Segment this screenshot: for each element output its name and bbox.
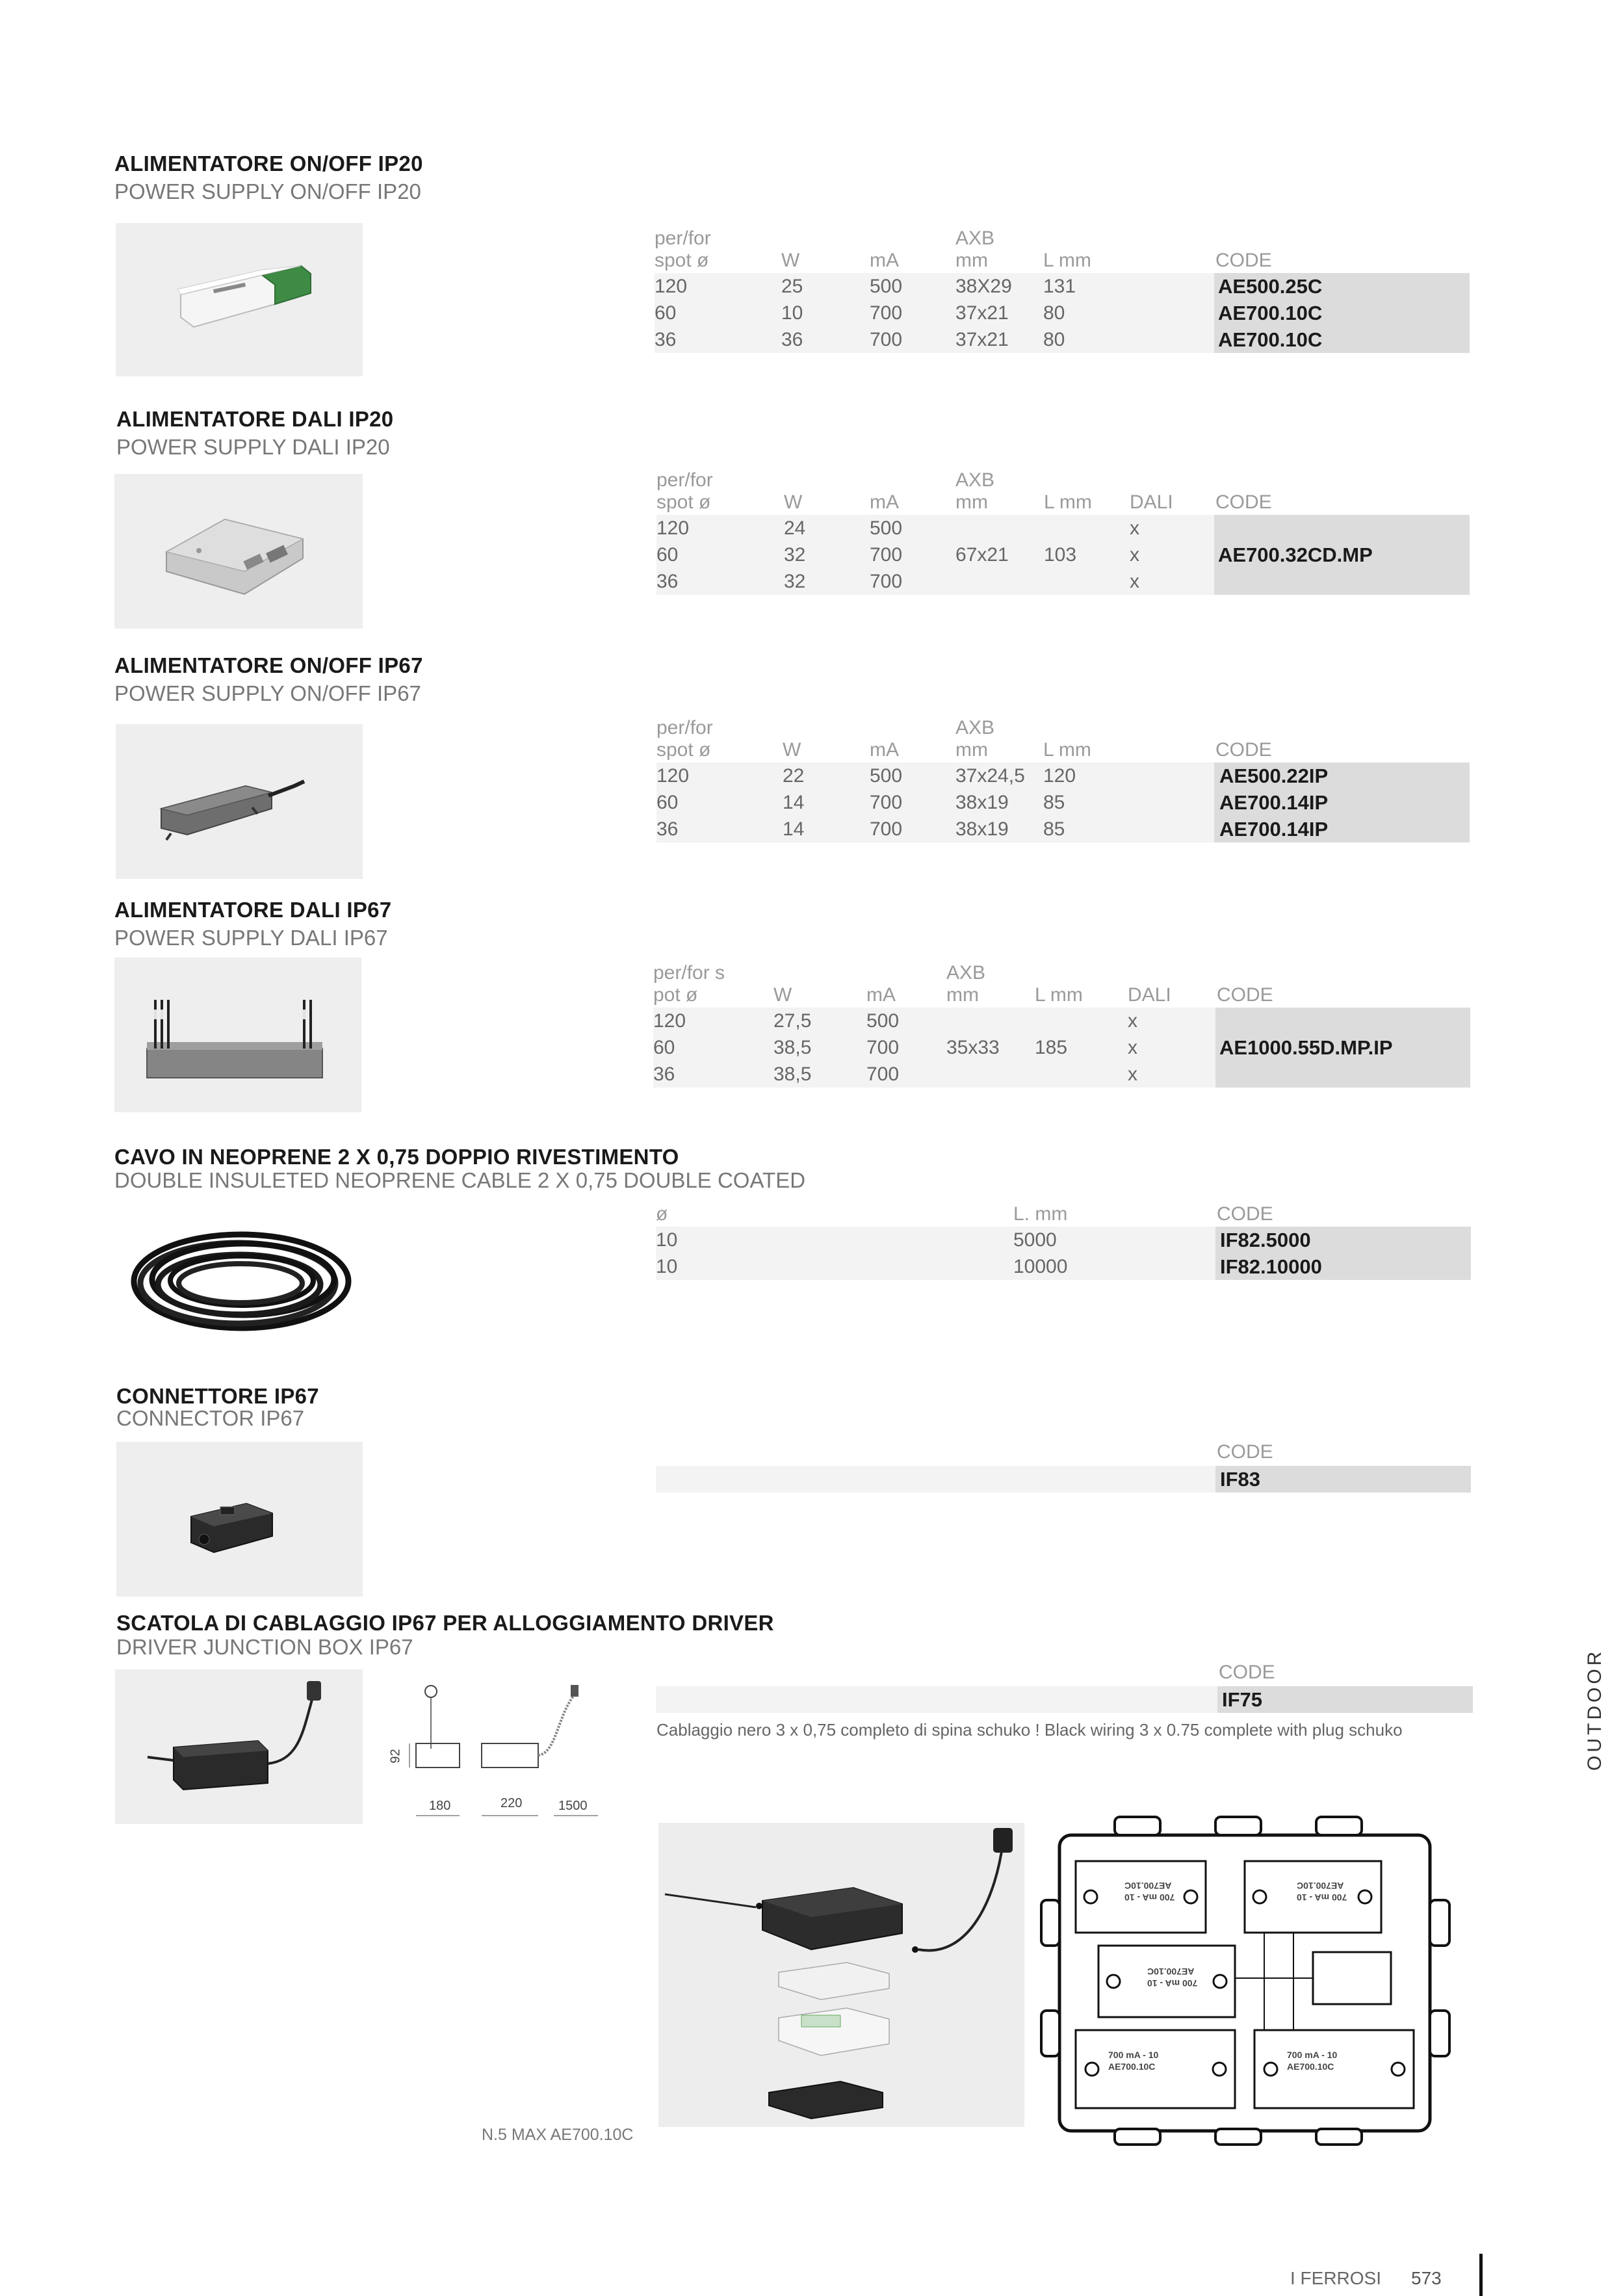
col-header-code: CODE: [1217, 1203, 1273, 1225]
cell-dali: x: [1130, 571, 1139, 592]
section-title-it: ALIMENTATORE ON/OFF IP20: [114, 151, 423, 176]
cell-ma: 700: [870, 818, 903, 840]
cell-dali: x: [1128, 1063, 1137, 1085]
section-title-it: CONNETTORE IP67: [116, 1384, 319, 1408]
section-title-en: DOUBLE INSULETED NEOPRENE CABLE 2 X 0,75 DOUBLE COATED: [114, 1168, 806, 1192]
product-code: IF75: [1222, 1688, 1263, 1711]
table-row: [656, 541, 1214, 568]
power-supply-ip67-illustration: [116, 724, 363, 879]
col-header-l-mm: L mm: [1043, 250, 1091, 271]
col-header-l-mm: L mm: [1035, 984, 1083, 1006]
table-row: [653, 1061, 1215, 1088]
cell-spot: 120: [653, 1010, 686, 1032]
table-row: [655, 300, 1214, 326]
col-header-axb: AXB: [946, 962, 986, 984]
table-row: [656, 515, 1214, 541]
cell-ma: 700: [866, 1037, 900, 1058]
col-header-axb-mm: mm: [955, 739, 988, 761]
dimension-b: 220: [500, 1796, 523, 1810]
section-title-it: SCATOLA DI CABLAGGIO IP67 PER ALLOGGIAMENTO DRIVER: [116, 1611, 774, 1635]
cell-spot: 60: [656, 544, 679, 566]
product-image: [116, 223, 363, 376]
col-header-axb: AXB: [955, 717, 995, 738]
caption: N.5 MAX AE700.10C: [482, 2126, 634, 2144]
col-header-per-for: per/for s: [653, 962, 725, 984]
col-header-w: W: [773, 984, 792, 1006]
col-header-ma: mA: [870, 250, 899, 271]
junction-box-wiring-illustration: [1040, 1816, 1456, 2147]
section-title-en: POWER SUPPLY DALI IP67: [114, 926, 388, 950]
col-header-spot: spot ø: [656, 491, 711, 513]
power-supply-ip20-illustration: [116, 223, 363, 376]
section-title-en: CONNECTOR IP67: [116, 1406, 305, 1430]
col-header-code: CODE: [1215, 739, 1272, 761]
col-header-spot: spot ø: [655, 250, 709, 271]
product-code: AE1000.55D.MP.IP: [1219, 1036, 1393, 1059]
exploded-view-illustration: [658, 1823, 1024, 2127]
cell-l: 80: [1043, 329, 1065, 350]
cell-w: 22: [783, 765, 805, 787]
cell-w: 38,5: [773, 1063, 812, 1085]
table-row: [656, 1253, 1215, 1280]
col-header-ma: mA: [866, 984, 896, 1006]
col-header-dali: DALI: [1128, 984, 1171, 1006]
driver-label-bottom-right-b: AE700.10C: [1287, 2061, 1334, 2072]
product-image: [114, 958, 361, 1112]
cell-w: 10: [781, 302, 803, 324]
spec-table: [656, 1441, 1475, 1493]
spec-table: [655, 228, 1467, 358]
col-header-axb-mm: mm: [946, 984, 979, 1006]
col-header-axb: AXB: [955, 228, 995, 249]
spec-table: [653, 962, 1472, 1092]
col-header-w: W: [781, 250, 800, 271]
dimension-drawing: [383, 1677, 604, 1820]
cell-axb: 38x19: [955, 792, 1009, 813]
driver-label-top-right-b: 700 mA - 10: [1297, 1892, 1347, 1903]
section-title-en: DRIVER JUNCTION BOX IP67: [116, 1635, 413, 1659]
cell-ma: 700: [870, 544, 903, 566]
table-row: [656, 1686, 1217, 1713]
footer-divider: [1479, 2254, 1483, 2296]
wiring-diagram: [1040, 1816, 1456, 2147]
table-row: [653, 1034, 1215, 1061]
cell-dali: x: [1130, 544, 1139, 566]
col-header-axb-mm: mm: [955, 491, 988, 513]
table-row: [656, 1466, 1215, 1493]
driver-label-middle-b: 700 mA - 10: [1147, 1978, 1198, 1989]
table-row: [655, 273, 1214, 300]
section-title-it: ALIMENTATORE DALI IP67: [114, 898, 392, 922]
cell-spot: 36: [655, 329, 677, 350]
cell-w: 36: [781, 329, 803, 350]
product-image: [114, 474, 363, 629]
product-code: AE700.32CD.MP: [1218, 543, 1373, 566]
cell-axb: 37x24,5: [955, 765, 1025, 787]
cell-ma: 700: [870, 571, 903, 592]
cell-ma: 700: [870, 329, 903, 350]
product-code: IF82.10000: [1220, 1255, 1322, 1278]
col-header-code: CODE: [1215, 491, 1272, 513]
cell-spot: 60: [656, 792, 679, 813]
product-image: [115, 1669, 363, 1824]
table-row: [653, 1008, 1215, 1034]
table-row: [656, 1227, 1215, 1253]
cell-dali: x: [1128, 1010, 1137, 1032]
cell-spot: 120: [656, 765, 690, 787]
col-header-axb: AXB: [955, 469, 995, 491]
col-header-l-mm: L mm: [1044, 491, 1092, 513]
wiring-note: Cablaggio nero 3 x 0,75 completo di spina schuko ! Black wiring 3 x 0.75 complete with plug schuko: [656, 1720, 1403, 1740]
cell-spot: 36: [656, 818, 679, 840]
table-row: [656, 789, 1214, 816]
cell-l: 85: [1043, 818, 1065, 840]
driver-label-bottom-left-b: AE700.10C: [1108, 2061, 1156, 2072]
spec-table: [656, 1662, 1475, 1714]
driver-label-bottom-left: 700 mA - 10: [1108, 2050, 1159, 2060]
table-row: [656, 763, 1214, 789]
cell-w: 14: [783, 792, 805, 813]
cell-ma: 500: [870, 276, 903, 297]
cell-spot: 60: [653, 1037, 675, 1058]
category-tab: OUTDOOR: [1584, 1648, 1605, 1771]
driver-label-middle: AE700.10C: [1147, 1966, 1195, 1977]
dimension-c: 1500: [558, 1799, 588, 1813]
cell-spot: 60: [655, 302, 677, 324]
section-title-it: ALIMENTATORE DALI IP20: [116, 407, 394, 431]
col-header-code: CODE: [1217, 984, 1273, 1006]
cell-l: 131: [1043, 276, 1076, 297]
col-header-code: CODE: [1219, 1662, 1275, 1683]
section-title-en: POWER SUPPLY DALI IP20: [116, 435, 390, 459]
cell-ma: 700: [866, 1063, 900, 1085]
cell-dali: x: [1128, 1037, 1137, 1058]
junction-box-illustration: [115, 1669, 363, 1824]
col-header-axb-mm: mm: [955, 250, 988, 271]
col-header-w: W: [783, 739, 801, 761]
cell-ma: 700: [870, 302, 903, 324]
cell-l: 120: [1043, 765, 1076, 787]
cell-l: 5000: [1013, 1229, 1057, 1251]
cell-ma: 500: [870, 765, 903, 787]
table-row: [656, 816, 1214, 842]
col-header-diameter: ø: [656, 1203, 668, 1225]
col-header-per-for: per/for: [655, 228, 711, 249]
cable-coil-illustration: [114, 1207, 361, 1361]
driver-label-bottom-right: 700 mA - 10: [1287, 2050, 1338, 2060]
cell-ma: 500: [870, 517, 903, 539]
spec-table: [656, 469, 1469, 599]
col-header-l-mm: L mm: [1043, 739, 1091, 761]
power-supply-dali-ip67-illustration: [114, 958, 361, 1112]
driver-label-top-right: AE700.10C: [1297, 1881, 1344, 1891]
product-image: [116, 1442, 363, 1597]
table-row: [655, 326, 1214, 353]
product-code: AE700.10C: [1218, 302, 1323, 324]
col-header-l-mm: L. mm: [1013, 1203, 1068, 1225]
col-header-per-for: per/for: [656, 469, 713, 491]
cell-l: 80: [1043, 302, 1065, 324]
cell-l: 103: [1044, 544, 1077, 566]
cell-ma: 700: [870, 792, 903, 813]
col-header-code: CODE: [1217, 1441, 1273, 1463]
cell-spot: 120: [656, 517, 690, 539]
driver-label-top-left-b: 700 mA - 10: [1124, 1892, 1175, 1903]
cell-w: 32: [784, 571, 806, 592]
dimension-height: 92: [388, 1749, 403, 1764]
cell-axb: 35x33: [946, 1037, 1000, 1058]
section-title-it: ALIMENTATORE ON/OFF IP67: [114, 653, 423, 677]
col-header-spot: pot ø: [653, 984, 698, 1006]
cell-spot: 36: [656, 571, 679, 592]
cell-axb: 37x21: [955, 329, 1009, 350]
product-code: AE700.10C: [1218, 328, 1323, 351]
cell-l: 185: [1035, 1037, 1068, 1058]
exploded-view: [658, 1823, 1024, 2127]
product-code: AE700.14IP: [1219, 791, 1329, 814]
cell-axb: 67x21: [955, 544, 1009, 566]
product-image: [116, 724, 363, 879]
cell-diameter: 10: [656, 1229, 678, 1251]
cell-axb: 38x19: [955, 818, 1009, 840]
cell-l: 10000: [1013, 1256, 1068, 1277]
footer-brand: I FERROSI: [1290, 2268, 1382, 2288]
connector-illustration: [116, 1442, 363, 1597]
section-title-en: POWER SUPPLY ON/OFF IP20: [114, 179, 421, 203]
cell-axb: 38X29: [955, 276, 1012, 297]
product-code: AE500.25C: [1218, 275, 1323, 298]
cell-l: 85: [1043, 792, 1065, 813]
spec-table: [656, 1203, 1475, 1288]
table-row: [656, 568, 1214, 595]
cell-axb: 37x21: [955, 302, 1009, 324]
cell-spot: 36: [653, 1063, 675, 1085]
cell-dali: x: [1130, 517, 1139, 539]
cell-w: 38,5: [773, 1037, 812, 1058]
col-header-dali: DALI: [1130, 491, 1173, 513]
dimension-a: 180: [429, 1799, 451, 1813]
cell-w: 14: [783, 818, 805, 840]
col-header-code: CODE: [1215, 250, 1272, 271]
col-header-w: W: [784, 491, 803, 513]
cell-w: 32: [784, 544, 806, 566]
product-code: AE500.22IP: [1219, 764, 1329, 787]
page-number: 573: [1411, 2268, 1442, 2288]
col-header-per-for: per/for: [656, 717, 713, 738]
cell-w: 24: [784, 517, 806, 539]
col-header-spot: spot ø: [656, 739, 711, 761]
section-title-it: CAVO IN NEOPRENE 2 X 0,75 DOPPIO RIVESTIMENTO: [114, 1145, 679, 1169]
cell-ma: 500: [866, 1010, 900, 1032]
product-image: [114, 1207, 361, 1361]
spec-table: [656, 717, 1469, 847]
cell-spot: 120: [655, 276, 688, 297]
product-code: IF82.5000: [1220, 1229, 1311, 1251]
col-header-ma: mA: [870, 739, 899, 761]
cell-w: 27,5: [773, 1010, 812, 1032]
product-code: AE700.14IP: [1219, 818, 1329, 841]
power-supply-dali-ip20-illustration: [114, 474, 363, 629]
col-header-ma: mA: [870, 491, 899, 513]
driver-label-top-left: AE700.10C: [1124, 1881, 1172, 1891]
product-code: IF83: [1220, 1468, 1261, 1491]
cell-w: 25: [781, 276, 803, 297]
cell-diameter: 10: [656, 1256, 678, 1277]
section-title-en: POWER SUPPLY ON/OFF IP67: [114, 681, 421, 705]
